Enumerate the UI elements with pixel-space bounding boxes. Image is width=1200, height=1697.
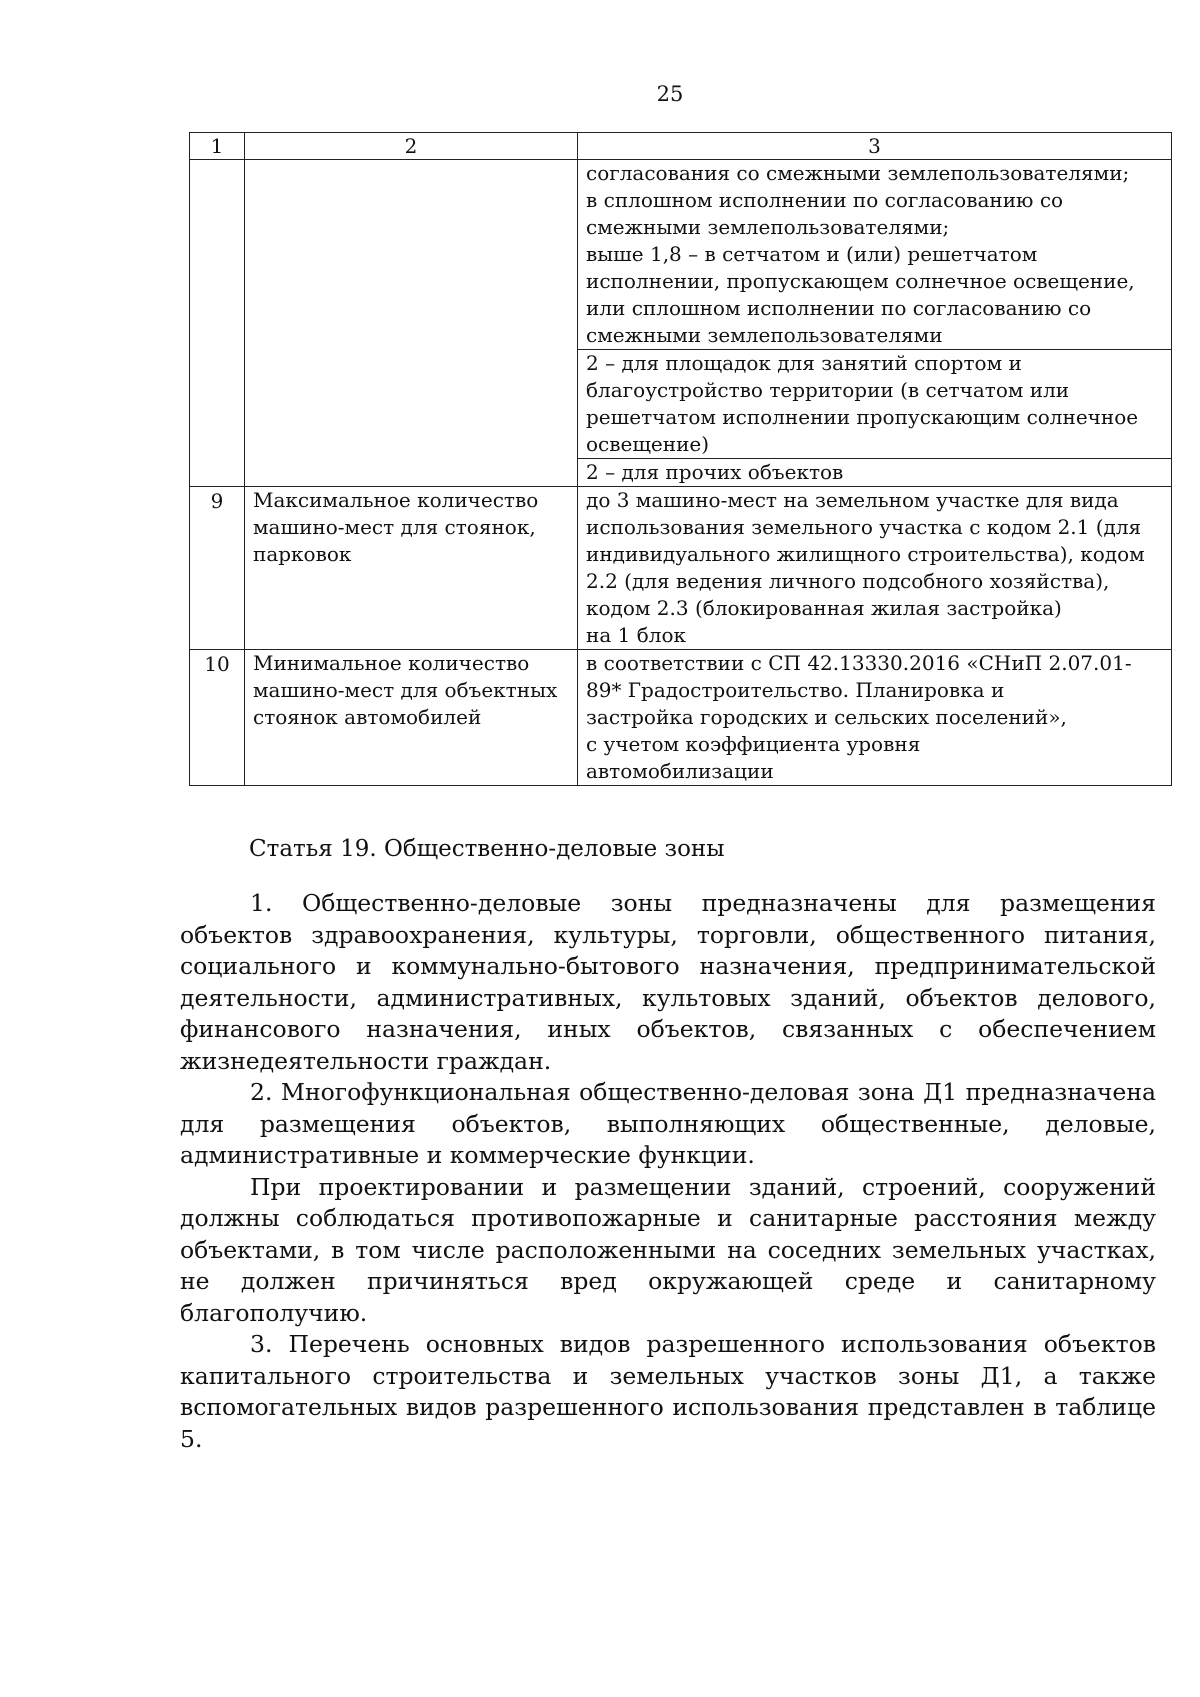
text-line: смежными землепользователями;	[586, 215, 950, 239]
text-line: использования земельного участка с кодом 2.1 (для	[586, 515, 1142, 539]
text-line: машино-мест для стоянок,	[253, 515, 536, 539]
continuation-value-cell-2	[578, 350, 1172, 459]
text-line: стоянок автомобилей	[253, 705, 482, 729]
text-line: на 1 блок	[586, 623, 686, 647]
continuation-num-cell	[190, 160, 245, 350]
text-line: в соответствии с СП 42.13330.2016 «СНиП 2.07.01-	[586, 651, 1132, 675]
column-header-1: 1	[190, 133, 245, 160]
text-line: в сплошном исполнении по согласованию со	[586, 188, 1064, 212]
text-line: до 3 машино-мест на земельном участке для вида	[586, 488, 1119, 512]
paragraph-3: При проектировании и размещении зданий, строений, сооружений должны соблюдаться противопожарные и санитарные расстояния между объектами, в том числе расположенными на соседних земельных участках, не должен причиняться вред окружающей среде и санитарному благополучию.	[180, 1172, 1156, 1327]
continuation-value-cell-3	[578, 459, 1172, 487]
continuation-num-cell	[190, 459, 245, 487]
row-name-cell	[245, 487, 578, 650]
table-row-continuation-2	[190, 350, 1172, 459]
text-line: освещение)	[586, 432, 710, 456]
text-line: согласования со смежными землепользователями;	[586, 161, 1130, 185]
text-line: застройка городских и сельских поселений»,	[586, 705, 1067, 729]
table-header-row	[190, 133, 1172, 160]
column-header-2: 2	[245, 133, 578, 160]
text-line: исполнении, пропускающем солнечное освещение,	[586, 269, 1135, 293]
row-number: 9	[190, 487, 245, 650]
article-body	[180, 888, 1156, 1455]
row-value-cell	[578, 650, 1172, 786]
continuation-name-cell	[245, 459, 578, 487]
row-value-cell	[578, 487, 1172, 650]
text-line: 89* Градостроительство. Планировка и	[586, 678, 1005, 702]
text-line: 2.2 (для ведения личного подсобного хозяйства),	[586, 569, 1110, 593]
text-line: Максимальное количество	[253, 488, 539, 512]
text-line: с учетом коэффициента уровня	[586, 732, 921, 756]
row-number: 10	[190, 650, 245, 786]
continuation-value-cell-1	[578, 160, 1172, 350]
table-row-10	[190, 650, 1172, 786]
continuation-name-cell	[245, 160, 578, 350]
text-line: автомобилизации	[586, 759, 774, 783]
paragraph-1: 1. Общественно-деловые зоны предназначены для размещения объектов здравоохранения, культуры, торговли, общественного питания, социального и коммунально-бытового назначения, предпринимательской деятельности, административных, культовых зданий, объектов делового, финансового назначения, иных объектов, связанных с обеспечением жизнедеятельности граждан.	[180, 889, 1156, 1075]
column-header-3: 3	[578, 133, 1172, 160]
text-line: благоустройство территории (в сетчатом или	[586, 378, 1070, 402]
table-row-9	[190, 487, 1172, 650]
table-row-continuation-1	[190, 160, 1172, 350]
page-number: 25	[656, 82, 684, 106]
paragraph-2: 2. Многофункциональная общественно-деловая зона Д1 предназначена для размещения объектов, выполняющих общественные, деловые, административные и коммерческие функции.	[180, 1078, 1156, 1169]
text-line: решетчатом исполнении пропускающим солнечное	[586, 405, 1139, 429]
norms-table	[189, 132, 1172, 786]
text-line: 2 – для площадок для занятий спортом и	[586, 351, 1022, 375]
text-line: выше 1,8 – в сетчатом и (или) решетчатом	[586, 242, 1038, 266]
text-line: парковок	[253, 542, 352, 566]
continuation-name-cell	[245, 350, 578, 459]
text-line: индивидуального жилищного строительства), кодом	[586, 542, 1145, 566]
continuation-num-cell	[190, 350, 245, 459]
text-line: машино-мест для объектных	[253, 678, 558, 702]
paragraph-4: 3. Перечень основных видов разрешенного использования объектов капитального строительства и земельных участков зоны Д1, а также вспомогательных видов разрешенного использования представлен в таблице 5.	[180, 1330, 1156, 1453]
article-title: Статья 19. Общественно-деловые зоны	[249, 836, 725, 862]
row-name-cell	[245, 650, 578, 786]
text-line: смежными землепользователями	[586, 323, 943, 347]
text-line: или сплошном исполнении по согласованию со	[586, 296, 1092, 320]
text-line: кодом 2.3 (блокированная жилая застройка)	[586, 596, 1062, 620]
table-row-continuation-3	[190, 459, 1172, 487]
text-line: 2 – для прочих объектов	[586, 460, 844, 484]
text-line: Минимальное количество	[253, 651, 530, 675]
